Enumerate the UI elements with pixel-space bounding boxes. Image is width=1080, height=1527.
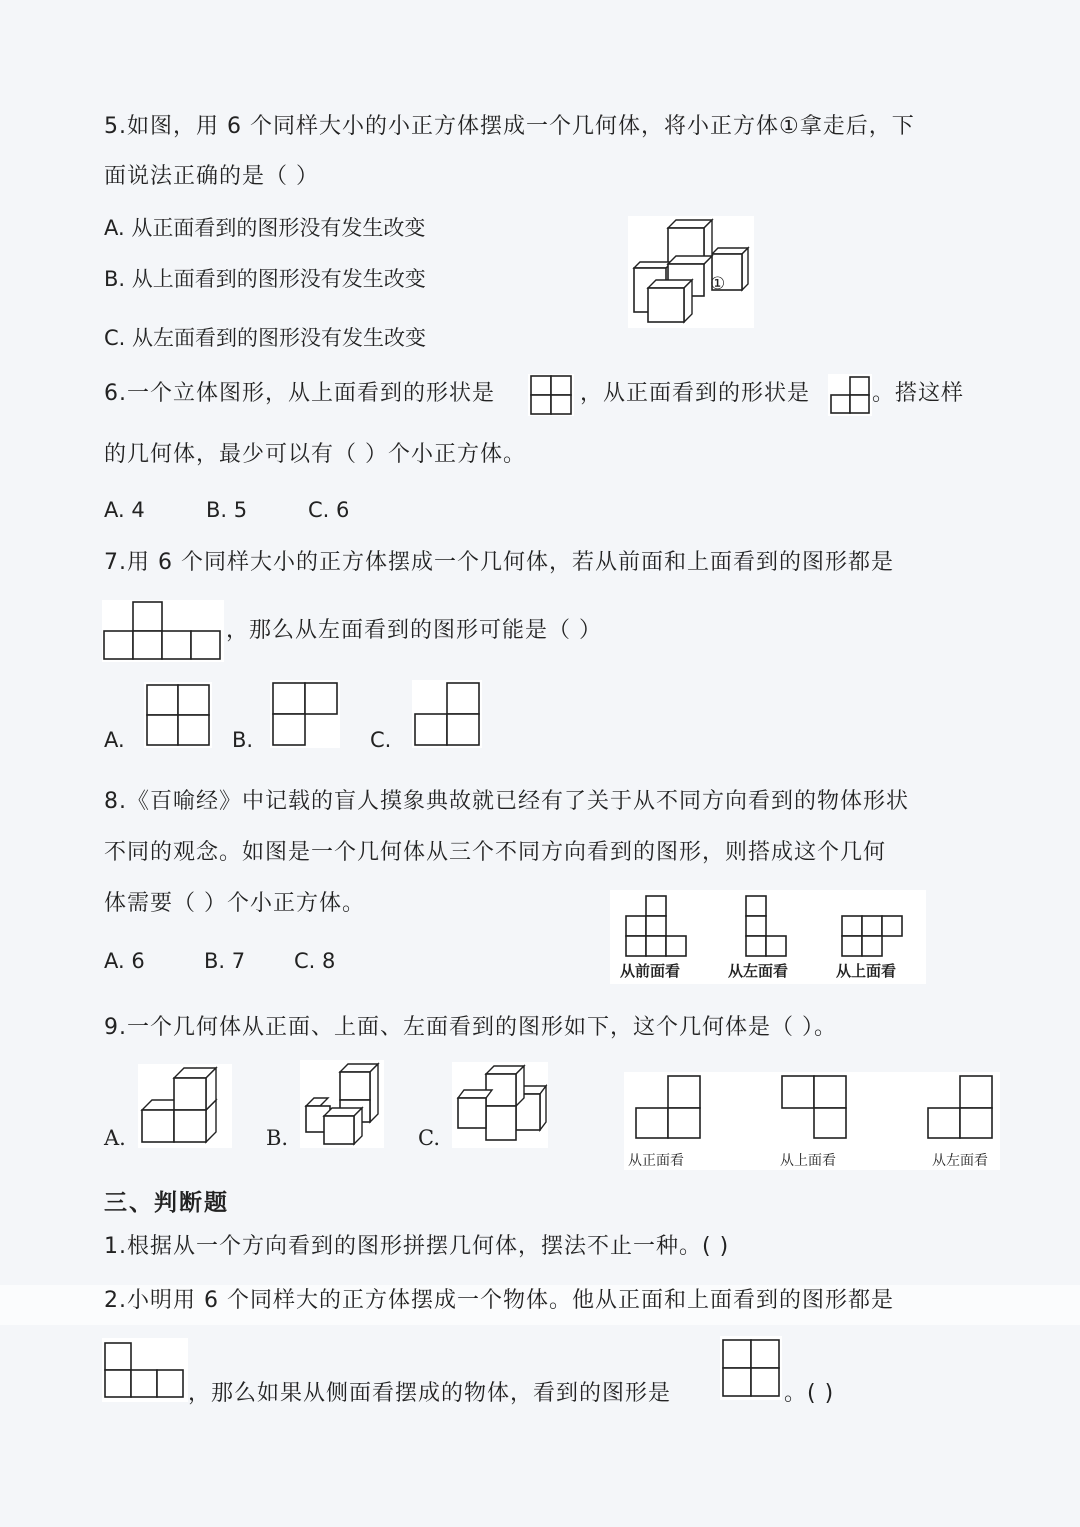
q8-line2: 不同的观念。如图是一个几何体从三个不同方向看到的图形，则搭成这个几何: [104, 840, 887, 865]
q6-line2: 的几何体，最少可以有（ ）个小正方体。: [104, 442, 526, 467]
q7-option-a-grid: [144, 682, 212, 748]
q8-caption-top: 从上面看: [836, 962, 897, 980]
q8-line1: 8.《百喻经》中记载的盲人摸象典故就已经有了关于从不同方向看到的物体形状: [104, 789, 909, 814]
q9-option-c-figure: [452, 1062, 548, 1148]
q7-view-grid: [102, 600, 224, 662]
q7-line1: 7.用 6 个同样大小的正方体摆成一个几何体，若从前面和上面看到的图形都是: [104, 550, 894, 575]
q9-option-b-solid: [300, 1060, 384, 1148]
q6-part1: 6.一个立体图形，从上面看到的形状是: [104, 381, 495, 406]
section3-title: 三、判断题: [104, 1190, 229, 1216]
q6-option-a: A. 4: [104, 498, 145, 522]
q8-caption-front: 从前面看: [620, 962, 681, 980]
q8-caption-left: 从左面看: [728, 962, 789, 980]
q9-option-c: C.: [418, 1126, 440, 1150]
q5-line1: 5.如图，用 6 个同样大小的小正方体摆成一个几何体，将小正方体①拿走后，下: [104, 114, 915, 139]
q7-option-b-grid: [270, 680, 340, 748]
q7-option-b: B.: [232, 728, 254, 752]
q6-option-b: B. 5: [206, 498, 248, 522]
q9-option-a: A.: [104, 1126, 126, 1150]
q7-option-c-grid: [412, 680, 482, 748]
judge-q2-side-grid: [720, 1336, 782, 1400]
q9-option-c-solid: [452, 1062, 548, 1148]
q5-cube-drawing: [628, 216, 754, 328]
judge-q2-tail: 。( ): [784, 1381, 835, 1406]
q7-option-b-figure: [270, 680, 340, 748]
q5-cube-marker: ①: [710, 274, 726, 294]
judge-q2-view-figure: [102, 1338, 188, 1402]
q6-top-view-figure: [528, 374, 574, 416]
q8-option-a: A. 6: [104, 949, 145, 973]
q9-views-figure: [624, 1072, 1000, 1170]
q6-top-view-grid: [528, 374, 574, 416]
q6-part3: 。搭这样: [872, 381, 965, 406]
q9-option-b: B.: [266, 1126, 289, 1150]
q9-option-b-figure: [300, 1060, 384, 1148]
q5-cube-figure: [628, 216, 754, 328]
q9-caption-left: 从左面看: [932, 1153, 988, 1169]
q9-option-a-solid: [138, 1064, 232, 1148]
q6-front-view-figure: [828, 374, 872, 416]
q5-option-b: B. 从上面看到的图形没有发生改变: [104, 267, 426, 291]
q7-option-a: A.: [104, 728, 125, 752]
q7-option-c-figure: [412, 680, 482, 748]
q9-line1: 9.一个几何体从正面、上面、左面看到的图形如下，这个几何体是（ ）。: [104, 1015, 837, 1040]
q6-front-view-grid: [828, 374, 872, 416]
judge-q2-view-grid: [102, 1338, 188, 1402]
q7-option-a-figure: [144, 682, 212, 748]
q8-option-c: C. 8: [294, 949, 336, 973]
q8-line3: 体需要（ ）个小正方体。: [104, 891, 365, 916]
q9-option-a-figure: [138, 1064, 232, 1148]
q7-line2: ，那么从左面看到的图形可能是（ ）: [226, 618, 602, 643]
q8-option-b: B. 7: [204, 949, 246, 973]
judge-q2-line2: ，那么如果从侧面看摆成的物体，看到的图形是: [188, 1381, 672, 1406]
q8-views-figure: [610, 890, 926, 984]
q9-caption-top: 从上面看: [780, 1153, 836, 1169]
q9-caption-front: 从正面看: [628, 1153, 684, 1169]
judge-q2-line1: 2.小明用 6 个同样大的正方体摆成一个物体。他从正面和上面看到的图形都是: [104, 1288, 894, 1313]
judge-q1: 1.根据从一个方向看到的图形拼摆几何体，摆法不止一种。( ): [104, 1234, 730, 1259]
q5-line2: 面说法正确的是（ ）: [104, 164, 319, 189]
q5-option-a: A. 从正面看到的图形没有发生改变: [104, 216, 426, 240]
q7-option-c: C.: [370, 728, 392, 752]
q6-part2: ，从正面看到的形状是: [580, 381, 811, 406]
q5-option-c: C. 从左面看到的图形没有发生改变: [104, 326, 427, 350]
q6-option-c: C. 6: [308, 498, 350, 522]
q7-view-figure: [102, 600, 224, 662]
judge-q2-side-figure: [720, 1336, 782, 1400]
